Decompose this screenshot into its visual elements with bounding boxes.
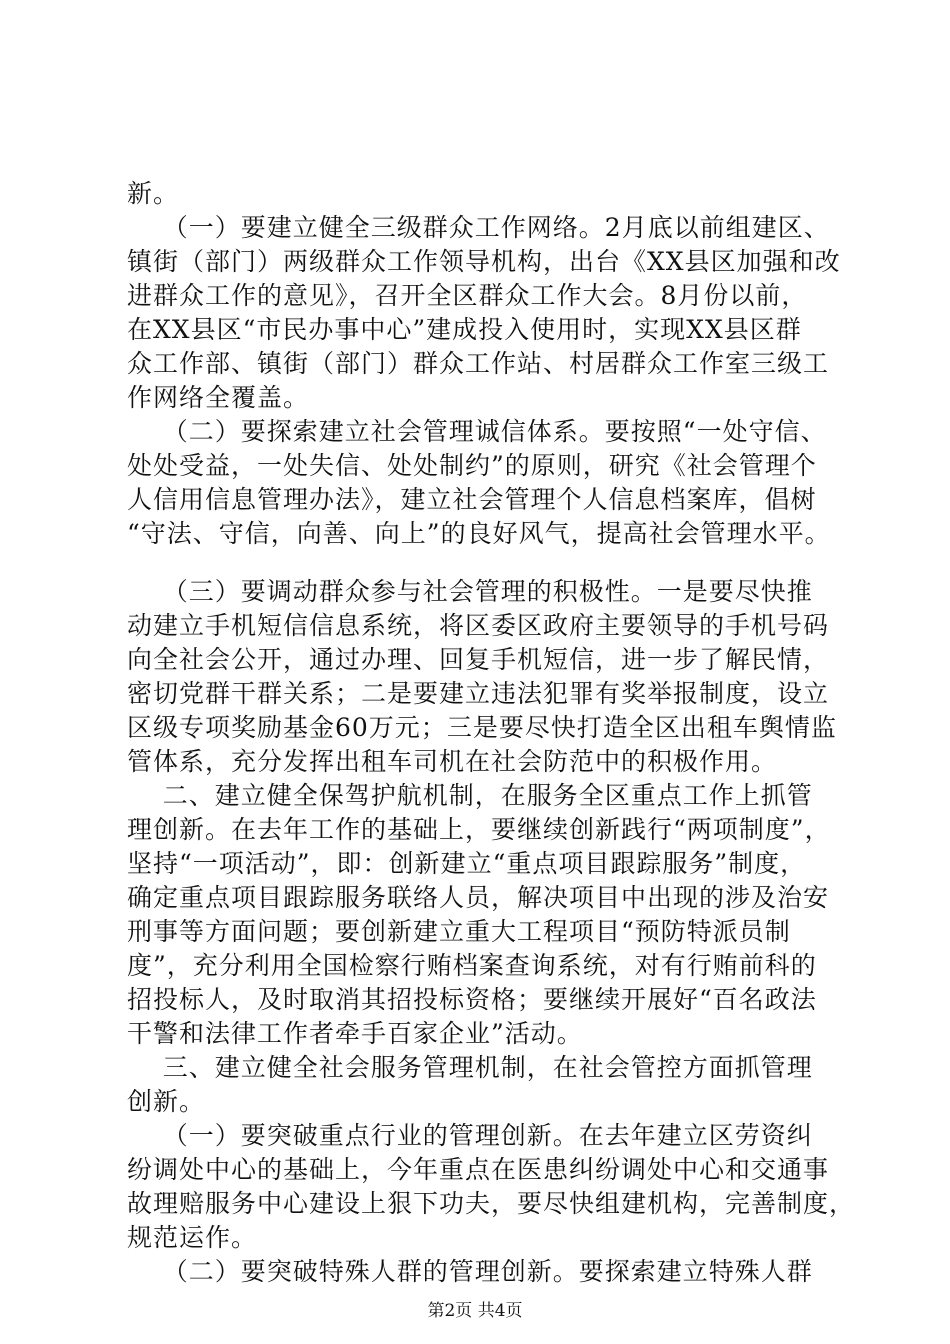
text-line: （一）要建立健全三级群众工作网络。2月底以前组建区、 [127, 213, 830, 242]
text-line: “守法、守信，向善、向上”的良好风气，提高社会管理水平。 [127, 519, 831, 548]
text-line: 作网络全覆盖。 [127, 383, 310, 412]
text-line: 故理赔服务中心建设上狠下功夫，要尽快组建机构，完善制度， [127, 1189, 856, 1218]
text-line: 坚持“一项活动”，即：创新建立“重点项目跟踪服务”制度， [127, 849, 807, 878]
page-footer: 第2页 共4页 [427, 1301, 523, 1321]
text-line: 规范运作。 [127, 1223, 258, 1252]
text-line: 干警和法律工作者牵手百家企业”活动。 [127, 1019, 583, 1048]
text-line: 理创新。在去年工作的基础上，要继续创新践行“两项制度”， [127, 815, 831, 844]
text-line: 三、建立健全社会服务管理机制，在社会管控方面抓管理 [127, 1053, 813, 1082]
text-line: 密切党群干群关系；二是要建立违法犯罪有奖举报制度，设立 [127, 679, 830, 708]
text-line: 进群众工作的意见》，召开全区群众工作大会。8月份以前， [127, 281, 808, 310]
text-line: 纷调处中心的基础上，今年重点在医患纠纷调处中心和交通事 [127, 1155, 830, 1184]
text-line: （二）要突破特殊人群的管理创新。要探索建立特殊人群 [127, 1257, 813, 1286]
text-line: 处处受益，一处失信、处处制约”的原则，研究《社会管理个 [127, 451, 817, 480]
text-line: 在XX县区“市民办事中心”建成投入使用时，实现XX县区群 [127, 315, 802, 344]
text-line: 众工作部、镇街（部门）群众工作站、村居群众工作室三级工 [127, 349, 830, 378]
text-line: （一）要突破重点行业的管理创新。在去年建立区劳资纠 [127, 1121, 813, 1150]
document-body [127, 177, 856, 1289]
text-line: （二）要探索建立社会管理诚信体系。要按照“一处守信、 [127, 417, 827, 446]
paragraph-gap [127, 551, 847, 575]
text-line: 招投标人，及时取消其招投标资格；要继续开展好“百名政法 [127, 985, 817, 1014]
text-line: 确定重点项目跟踪服务联络人员，解决项目中出现的涉及治安 [127, 883, 830, 912]
text-line: 区级专项奖励基金60万元；三是要尽快打造全区出租车舆情监 [127, 713, 837, 742]
paragraph-block-a [127, 177, 847, 551]
paragraph-block-b [127, 575, 856, 1289]
text-line: 新。 [127, 179, 180, 208]
text-line: （三）要调动群众参与社会管理的积极性。一是要尽快推 [127, 577, 813, 606]
text-line: 管体系，充分发挥出租车司机在社会防范中的积极作用。 [127, 747, 778, 776]
text-line: 度”，充分利用全国检察行贿档案查询系统，对有行贿前科的 [127, 951, 817, 980]
text-line: 二、建立健全保驾护航机制，在服务全区重点工作上抓管 [127, 781, 813, 810]
text-line: 镇街（部门）两级群众工作领导机构，出台《XX县区加强和改 [127, 247, 841, 276]
text-line: 动建立手机短信信息系统，将区委区政府主要领导的手机号码 [127, 611, 830, 640]
text-line: 刑事等方面问题；要创新建立重大工程项目“预防特派员制 [127, 917, 791, 946]
text-line: 人信用信息管理办法》，建立社会管理个人信息档案库，倡树 [127, 485, 817, 514]
text-line: 向全社会公开，通过办理、回复手机短信，进一步了解民情， [127, 645, 830, 674]
text-line: 创新。 [127, 1087, 206, 1116]
